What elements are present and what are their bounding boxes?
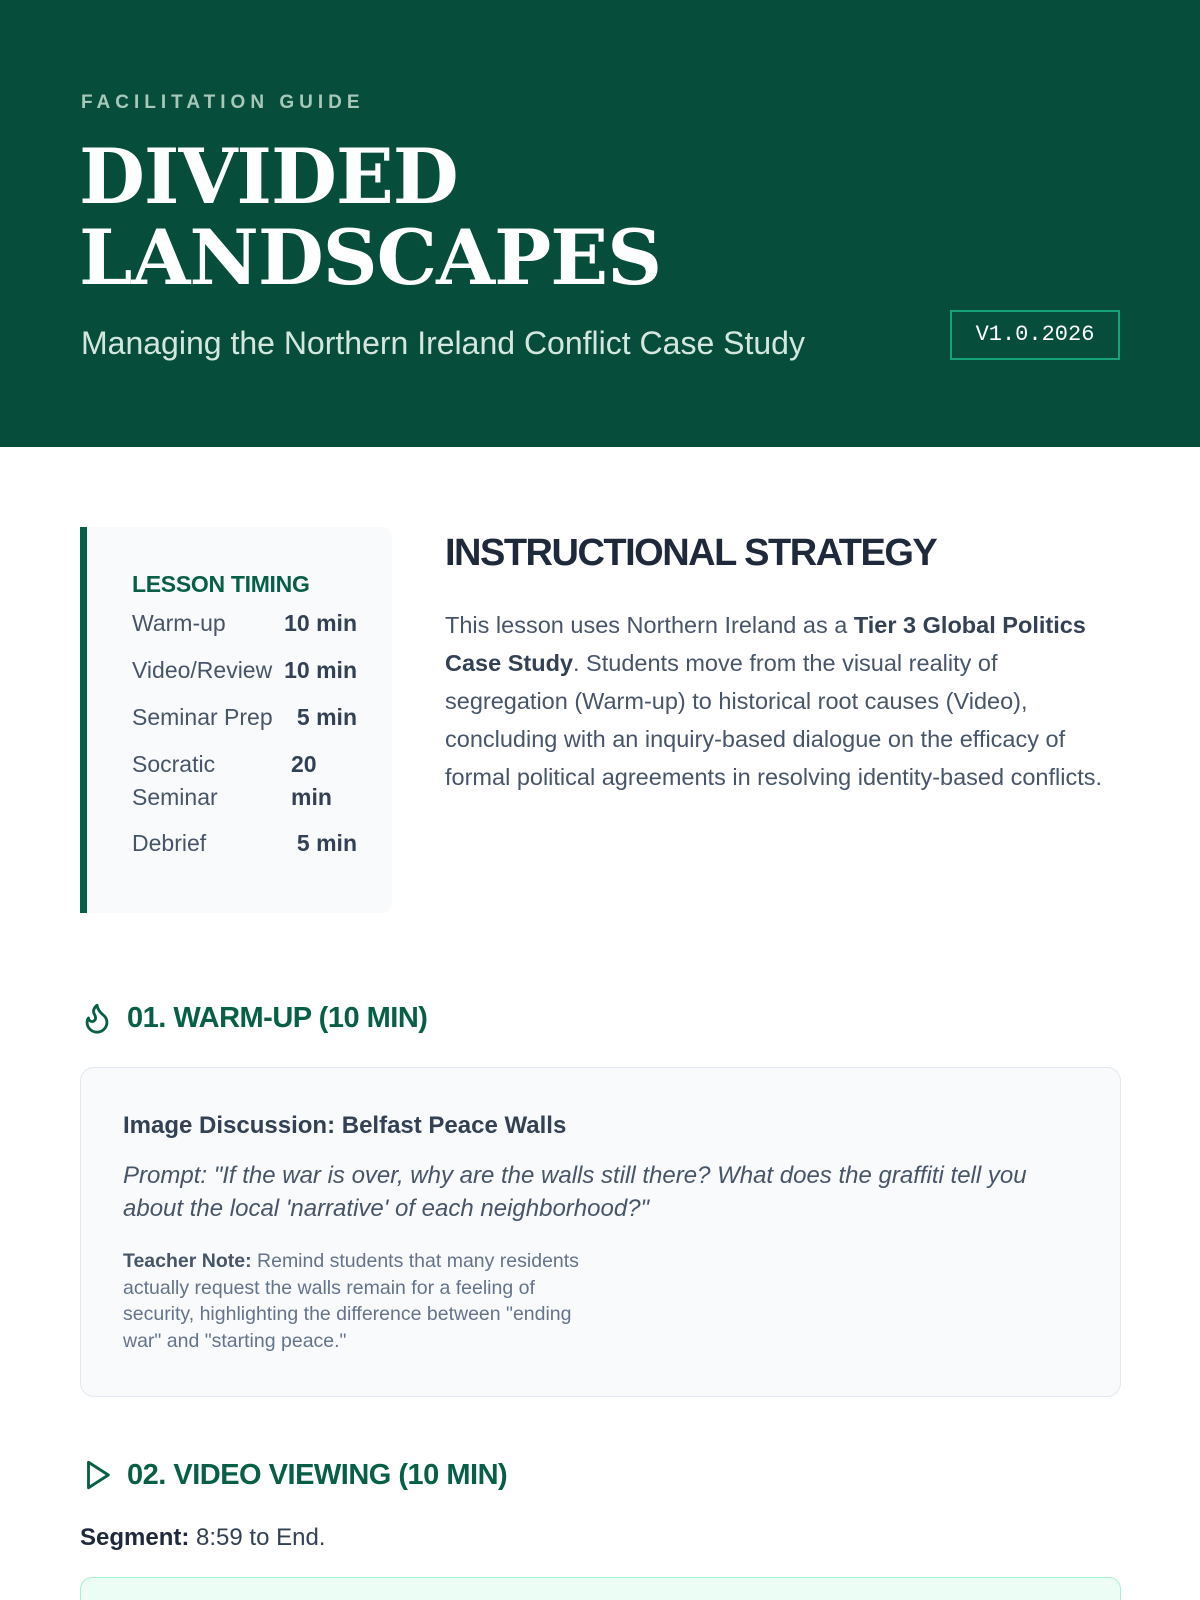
video-info-box: [80, 1577, 1121, 1600]
strategy-text-bold: Tier 3 Global Politics Case Study: [445, 612, 1086, 676]
timing-row-debrief: [132, 827, 357, 860]
section-heading-video: [80, 1455, 507, 1495]
timing-row-warmup: [132, 607, 357, 640]
lesson-timing-panel: [80, 527, 392, 913]
page-header: [0, 0, 1200, 447]
strategy-text-1: This lesson uses Northern Ireland as a: [445, 612, 854, 638]
section-title: 02. VIDEO VIEWING (10 MIN): [127, 1458, 508, 1491]
teacher-note-label: Teacher Note:: [123, 1250, 252, 1272]
timing-row-socratic-seminar: [132, 748, 357, 814]
strategy-text-2: . Students move from the visual reality of segregation (Warm-up) to historical root causes (Video), concluding with an inquiry-based dialogue on the efficacy of formal political agreements in resolving identity-based conflicts.: [445, 650, 1103, 790]
header-eyebrow: FACILITATION GUIDE: [81, 92, 365, 113]
segment-label: Segment:: [80, 1524, 190, 1551]
strategy-paragraph: [445, 606, 1125, 796]
video-segment: [80, 1524, 325, 1552]
section-heading-warmup: [80, 998, 427, 1038]
timing-value: 5 min: [296, 830, 357, 856]
timing-value: 20 min: [291, 751, 332, 810]
teacher-note-text: Remind students that many residents actually request the walls remain for a feeling of security, highlighting the difference between "ending war" and "starting peace.": [123, 1250, 579, 1352]
strategy-heading: INSTRUCTIONAL STRATEGY: [445, 532, 937, 574]
timing-label: Debrief: [132, 830, 207, 856]
timing-label: Video/Review: [132, 657, 273, 683]
timing-row-video-review: [132, 654, 357, 687]
play-icon: [80, 1458, 114, 1492]
title-line-2: LANDSCAPES: [79, 213, 662, 302]
timing-value: 5 min: [296, 704, 357, 730]
timing-label: Socratic Seminar: [132, 751, 218, 810]
lesson-timing-title: LESSON TIMING: [132, 571, 310, 597]
card-title: Image Discussion: Belfast Peace Walls: [123, 1112, 567, 1139]
timing-label: Seminar Prep: [132, 704, 273, 730]
timing-row-seminar-prep: [132, 701, 357, 734]
warmup-card: [80, 1067, 1121, 1397]
timing-value: 10 min: [284, 610, 357, 636]
page-subtitle: Managing the Northern Ireland Conflict Case Study: [81, 325, 805, 361]
timing-label: Warm-up: [132, 610, 226, 636]
page-title: [79, 132, 662, 302]
title-line-1: DIVIDED: [79, 132, 458, 221]
timing-value: 10 min: [284, 657, 357, 683]
flame-icon: [80, 1001, 114, 1035]
segment-value: 8:59 to End.: [189, 1524, 326, 1551]
teacher-note: [123, 1248, 583, 1354]
card-prompt: Prompt: "If the war is over, why are the walls still there? What does the graffiti tell you about the local 'narrative' of each neighborhood?": [123, 1162, 1027, 1222]
version-badge: V1.0.2026: [950, 310, 1120, 360]
section-title: 01. WARM-UP (10 MIN): [127, 1001, 428, 1034]
